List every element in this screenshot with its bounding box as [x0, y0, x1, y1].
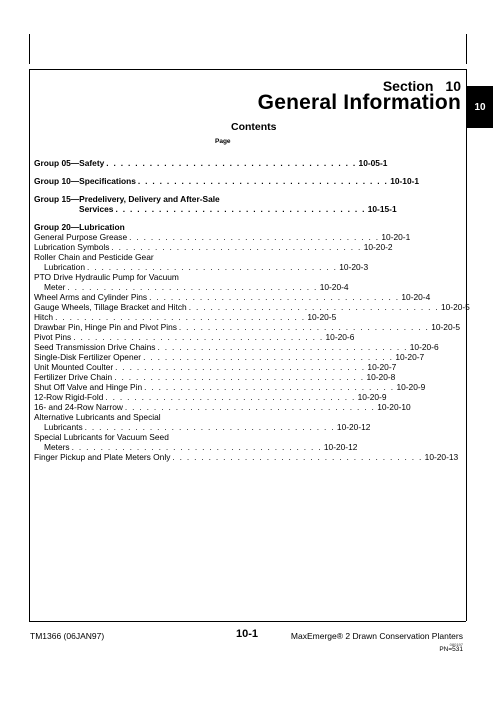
- toc-entry: [34, 282, 349, 292]
- toc-entry: [34, 352, 425, 362]
- toc-leader-dots: . . . . . . . . . . . . . . . . . . . . . . . . . . . . . . . . . . .: [172, 452, 423, 462]
- toc-entry: [34, 442, 358, 452]
- toc-entry-page: 10-20-4: [401, 292, 431, 302]
- toc-entry: [34, 262, 369, 272]
- section-number: 10: [445, 78, 461, 94]
- toc-entry-label: Finger Pickup and Plate Meters Only: [34, 452, 171, 462]
- section-tab-label: 10: [474, 101, 486, 113]
- toc-entry: [34, 342, 439, 352]
- toc-entry: [34, 252, 233, 262]
- toc-entry-page: 10-20-9: [396, 382, 426, 392]
- toc-entry-label: 12-Row Rigid-Fold: [34, 392, 104, 402]
- toc-entry-label: Lubricants: [44, 422, 83, 432]
- toc-entry: [34, 158, 388, 168]
- toc-entry-page: 10-20-9: [357, 392, 387, 402]
- toc-leader-dots: . . . . . . . . . . . . . . . . . . . . . . . . . . . . . . . . . . .: [188, 302, 439, 312]
- toc-entry-label: 16- and 24-Row Narrow: [34, 402, 123, 412]
- section-tab: [467, 86, 493, 128]
- toc-entry-page: 10-20-5: [440, 302, 470, 312]
- toc-entry-page: 10-20-1: [381, 232, 411, 242]
- toc-leader-dots: . . . . . . . . . . . . . . . . . . . . . . . . . . . . . . . . . . .: [124, 402, 376, 412]
- toc-leader-dots: . . . . . . . . . . . . . . . . . . . . . . . . . . . . . . . . . . .: [114, 372, 365, 382]
- footer-manual-title: MaxEmerge® 2 Drawn Conservation Planters: [290, 631, 463, 641]
- toc-leader-dots: . . . . . . . . . . . . . . . . . . . . . . . . . . . . . . . . . . .: [86, 262, 338, 272]
- toc-entry-page: 10-20-4: [319, 282, 349, 292]
- toc-leader-dots: . . . . . . . . . . . . . . . . . . . . . . . . . . . . . . . . . . .: [143, 352, 394, 362]
- toc-entry: [34, 312, 337, 322]
- toc-entry: [34, 194, 233, 204]
- toc-entry-page: 10-20-3: [339, 262, 369, 272]
- toc-entry: [34, 322, 461, 332]
- frame-top-rule: [29, 69, 466, 70]
- toc-entry-page: 10-10-1: [390, 176, 420, 186]
- toc-leader-dots: . . . . . . . . . . . . . . . . . . . . . . . . . . . . . . . . . . .: [149, 292, 400, 302]
- toc-entry-label: Unit Mounted Coulter: [34, 362, 114, 372]
- toc-entry-label: Lubrication Symbols: [34, 242, 110, 252]
- toc-entry: [34, 204, 397, 214]
- toc-leader-dots: . . . . . . . . . . . . . . . . . . . . . . . . . . . . . . . . . . .: [178, 322, 430, 332]
- toc-leader-dots: . . . . . . . . . . . . . . . . . . . . . . . . . . . . . . . . . . .: [115, 204, 366, 214]
- toc-entry: [34, 372, 396, 382]
- toc-entry-label: Fertilizer Drive Chain: [34, 372, 113, 382]
- toc-leader-dots: . . . . . . . . . . . . . . . . . . . . . . . . . . . . . . . . . . .: [157, 342, 408, 352]
- toc-entry-page: 10-20-12: [336, 422, 371, 432]
- toc-leader-dots: . . . . . . . . . . . . . . . . . . . . . . . . . . . . . . . . . . .: [55, 312, 306, 322]
- toc-entry-page: 10-20-2: [363, 242, 393, 252]
- toc-entry-label: Drawbar Pin, Hinge Pin and Pivot Pins: [34, 322, 177, 332]
- toc-entry-label: Meter: [44, 282, 66, 292]
- toc-group: [34, 176, 420, 186]
- toc-entry: [34, 432, 233, 442]
- toc-leader-dots: . . . . . . . . . . . . . . . . . . . . . . . . . . . . . . . . . . .: [67, 282, 318, 292]
- toc-leader-dots: . . . . . . . . . . . . . . . . . . . . . . . . . . . . . . . . . . .: [105, 392, 356, 402]
- toc-entry-page: 10-20-7: [395, 352, 425, 362]
- frame-left-rule: [29, 69, 30, 621]
- toc-leader-dots: . . . . . . . . . . . . . . . . . . . . . . . . . . . . . . . . . . .: [111, 242, 362, 252]
- toc-entry: [34, 402, 411, 412]
- toc-entry: [34, 332, 355, 342]
- toc-entry-label: PTO Drive Hydraulic Pump for Vacuum: [34, 272, 179, 282]
- toc-entry-label: Pivot Pins: [34, 332, 72, 342]
- toc-leader-dots: . . . . . . . . . . . . . . . . . . . . . . . . . . . . . . . . . . .: [71, 442, 322, 452]
- table-of-contents: [34, 150, 470, 462]
- toc-entry: [34, 422, 371, 432]
- page-column-heading: Page: [215, 138, 231, 145]
- toc-leader-dots: . . . . . . . . . . . . . . . . . . . . . . . . . . . . . . . . . . .: [84, 422, 335, 432]
- toc-entry-label: Roller Chain and Pesticide Gear: [34, 252, 154, 262]
- section-label: Section: [382, 78, 434, 94]
- footer-pn: PN=531: [439, 646, 463, 653]
- toc-entry: [34, 222, 233, 232]
- toc-entry-label: Special Lubricants for Vacuum Seed: [34, 432, 169, 442]
- toc-entry-label: Wheel Arms and Cylinder Pins: [34, 292, 148, 302]
- toc-entry-label: Group 15—Predelivery, Delivery and After-Sale: [34, 194, 220, 204]
- footer-code: 080197: [449, 642, 463, 647]
- toc-entry-label: Hitch: [34, 312, 54, 322]
- toc-entry: [34, 272, 233, 282]
- toc-entry-label: Seed Transmission Drive Chains: [34, 342, 156, 352]
- toc-entry: [34, 392, 387, 402]
- toc-entry-page: 10-20-12: [323, 442, 358, 452]
- toc-leader-dots: . . . . . . . . . . . . . . . . . . . . . . . . . . . . . . . . . . .: [73, 332, 324, 342]
- toc-entry: [34, 302, 470, 312]
- toc-entry-label: Alternative Lubricants and Special: [34, 412, 161, 422]
- page-title: General Information: [257, 91, 461, 114]
- toc-entry-label: Gauge Wheels, Tillage Bracket and Hitch: [34, 302, 187, 312]
- toc-group: [34, 194, 397, 214]
- toc-entry-label: Group 20—Lubrication: [34, 222, 125, 232]
- frame-right-rule: [466, 69, 467, 621]
- toc-entry-page: 10-20-13: [424, 452, 459, 462]
- frame-bottom-rule: [29, 621, 466, 622]
- toc-entry-page: 10-20-10: [377, 402, 411, 412]
- toc-entry-page: 10-20-5: [431, 322, 461, 332]
- toc-entry-label: Group 05—Safety: [34, 158, 105, 168]
- toc-entry-page: 10-20-8: [366, 372, 396, 382]
- toc-leader-dots: . . . . . . . . . . . . . . . . . . . . . . . . . . . . . . . . . . .: [115, 362, 366, 372]
- toc-entry: [34, 362, 397, 372]
- crop-mark-right: [466, 34, 467, 64]
- contents-heading: Contents: [231, 121, 277, 133]
- toc-entry: [34, 232, 411, 242]
- toc-entry-page: 10-15-1: [367, 204, 397, 214]
- toc-leader-dots: . . . . . . . . . . . . . . . . . . . . . . . . . . . . . . . . . . .: [106, 158, 357, 168]
- footer-page-number: 10-1: [236, 628, 259, 640]
- toc-group: [34, 222, 470, 462]
- toc-entry-label: Shut Off Valve and Hinge Pin: [34, 382, 143, 392]
- toc-entry-label: Meters: [44, 442, 70, 452]
- crop-mark-left: [29, 34, 30, 64]
- toc-entry-page: 10-20-6: [409, 342, 439, 352]
- toc-group: [34, 158, 388, 168]
- toc-entry-label: Lubrication: [44, 262, 85, 272]
- toc-leader-dots: . . . . . . . . . . . . . . . . . . . . . . . . . . . . . . . . . . .: [129, 232, 380, 242]
- toc-entry-page: 10-05-1: [358, 158, 388, 168]
- toc-entry: [34, 176, 420, 186]
- footer-doc-id: TM1366 (06JAN97): [30, 631, 105, 641]
- toc-entry: [34, 242, 393, 252]
- toc-entry-label: Single-Disk Fertilizer Opener: [34, 352, 142, 362]
- toc-leader-dots: . . . . . . . . . . . . . . . . . . . . . . . . . . . . . . . . . . .: [137, 176, 389, 186]
- toc-entry-page: 10-20-7: [367, 362, 397, 372]
- toc-entry-label: Group 10—Specifications: [34, 176, 136, 186]
- toc-entry-label: Services: [79, 204, 114, 214]
- toc-entry: [34, 292, 431, 302]
- toc-entry-page: 10-20-5: [307, 312, 337, 322]
- toc-leader-dots: . . . . . . . . . . . . . . . . . . . . . . . . . . . . . . . . . . .: [144, 382, 395, 392]
- toc-entry-page: 10-20-6: [325, 332, 355, 342]
- toc-entry: [34, 382, 426, 392]
- toc-entry: [34, 452, 459, 462]
- toc-entry: [34, 412, 233, 422]
- toc-entry-label: General Purpose Grease: [34, 232, 128, 242]
